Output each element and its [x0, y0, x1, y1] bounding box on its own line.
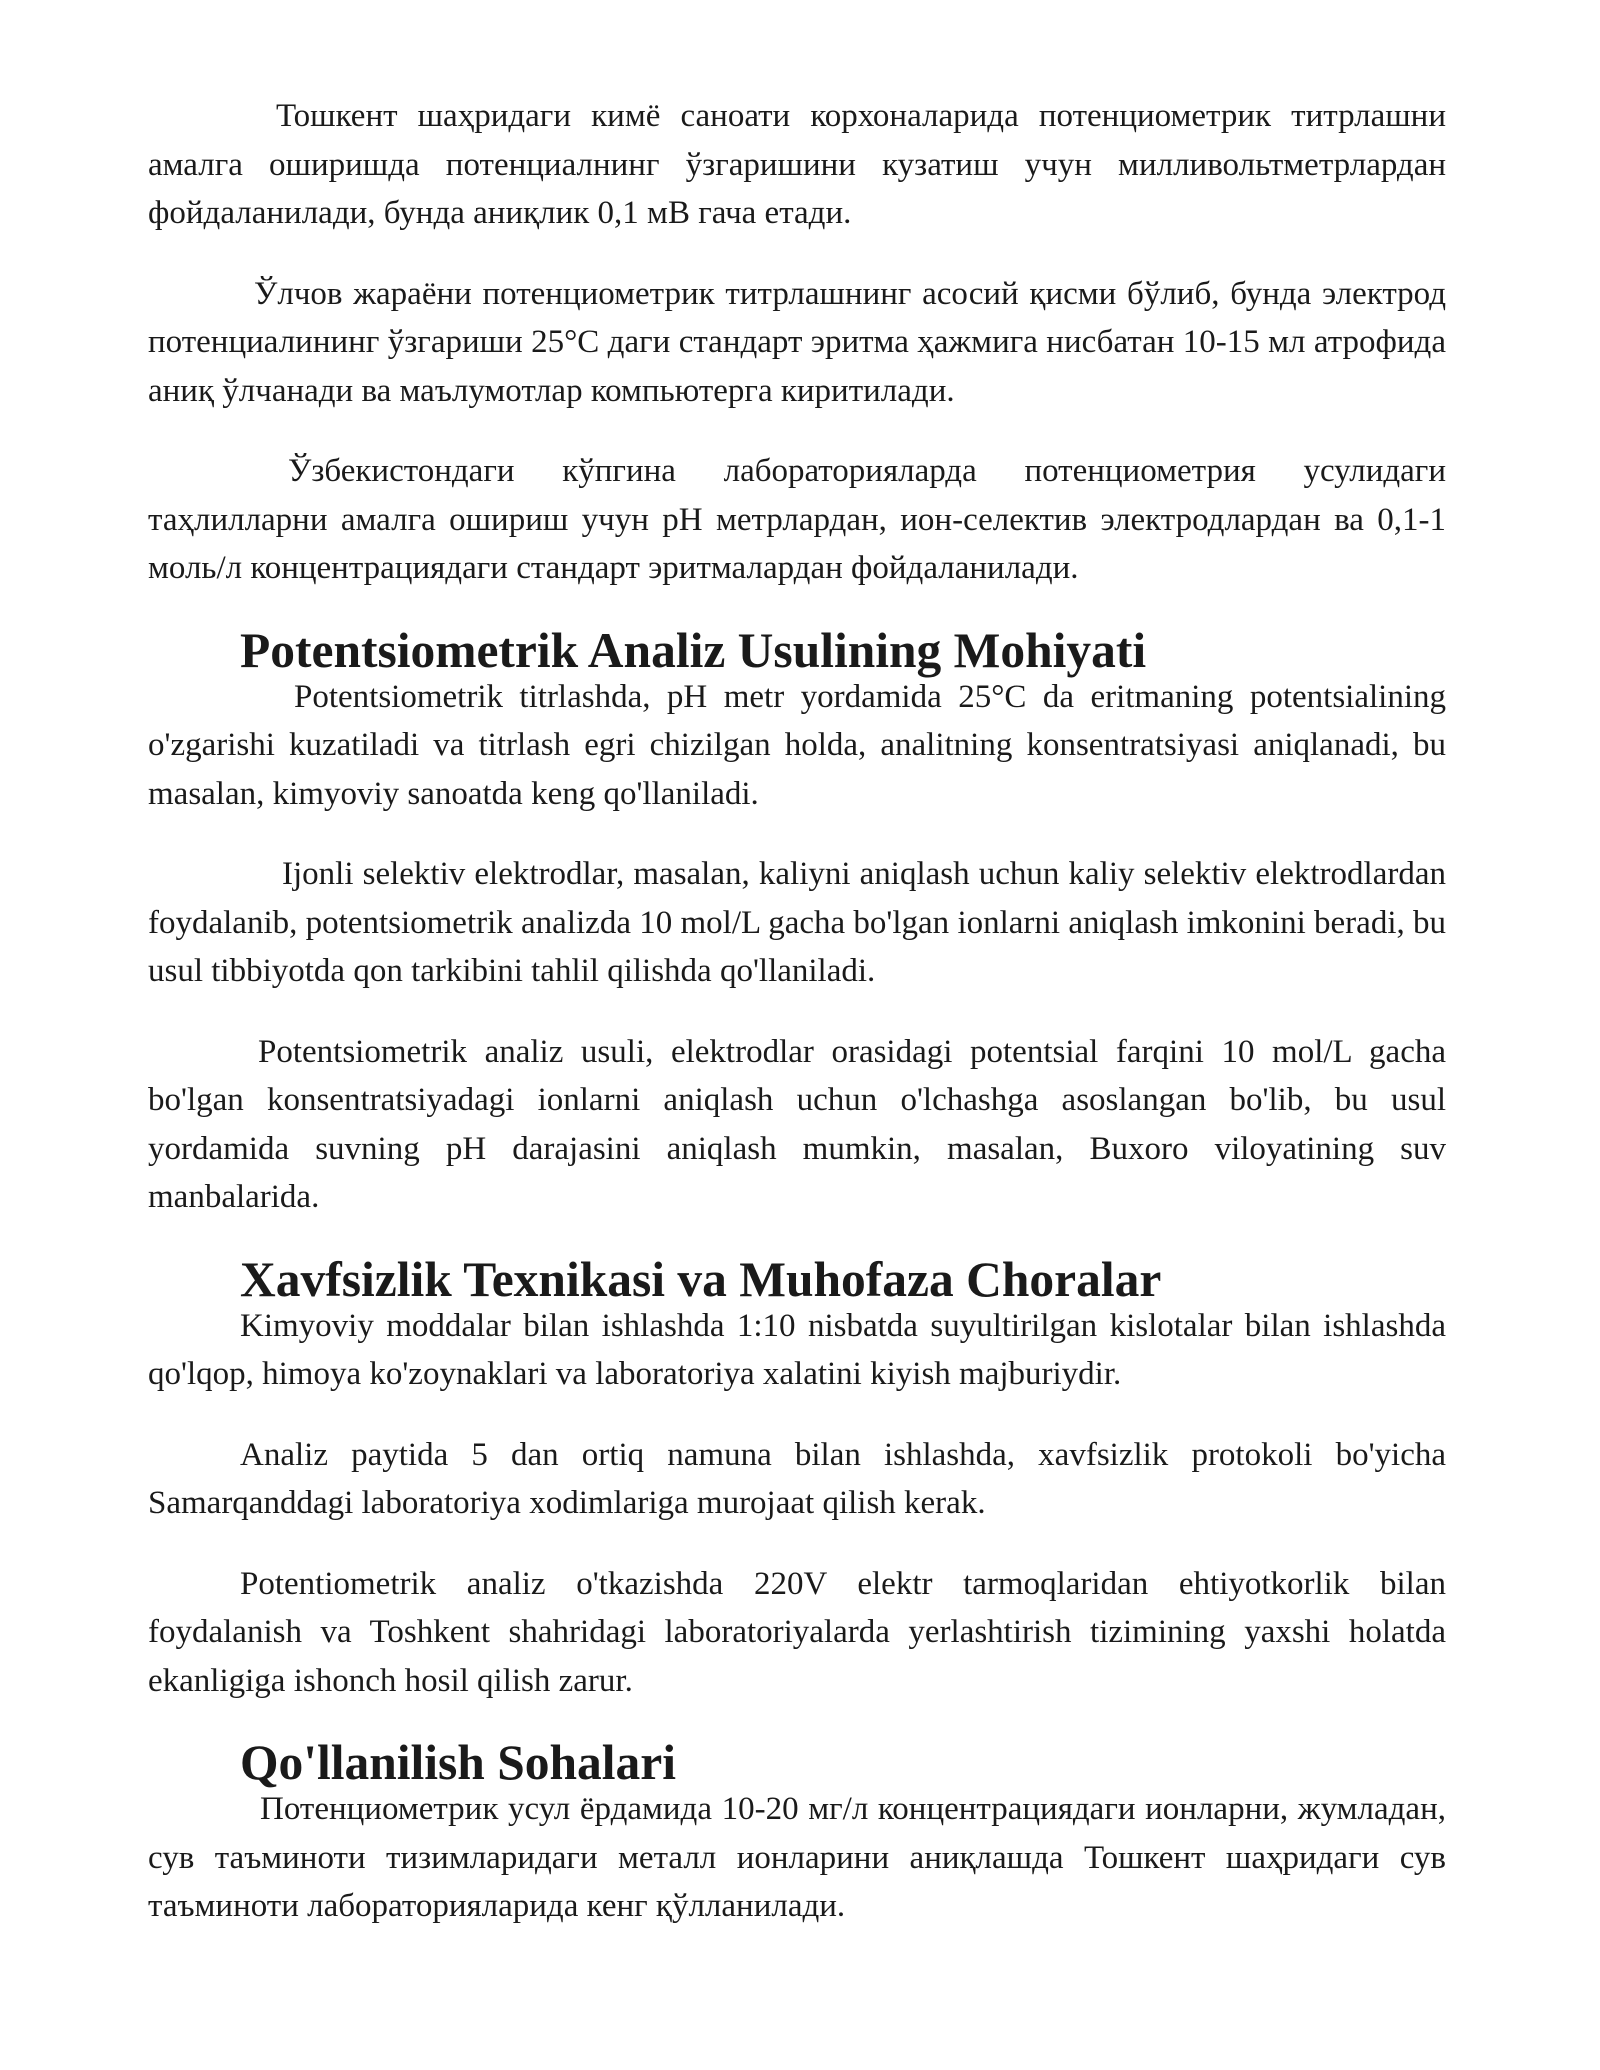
- paragraph: Potentsiometrik titrlashda, pH metr yordamida 25°C da eritmaning potentsialining o'zgarishi kuzatiladi va titrlash egri chizilgan holda, analitning konsentratsiyasi aniqlanadi, bu masalan, kimyoviy sanoatda keng qo'llaniladi.: [148, 678, 1446, 812]
- section-heading: Qo'llanilish Sohalari: [240, 1735, 677, 1790]
- section-mohiyati: [148, 622, 1446, 1222]
- paragraph: Ўлчов жараёни потенциометрик титрлашнинг асосий қисми бўлиб, бунда электрод потенциалининг ўзгариши 25°C даги стандарт эритма ҳажмига нисбатан 10-15 мл атрофида аниқ ўлчанади ва маълумотлар компьютерга киритилади.: [148, 275, 1446, 409]
- section-heading: Xavfsizlik Texnikasi va Muhofaza Choralar: [240, 1251, 1162, 1307]
- paragraph: Ijonli selektiv elektrodlar, masalan, kaliyni aniqlash uchun kaliy selektiv elektrodlardan foydalanib, potentsiometrik analizda 10 mol/L gacha bo'lgan ionlarni aniqlash imkonini beradi, bu usul tibbiyotda qon tarkibini tahlil qilishda qo'llaniladi.: [148, 856, 1446, 989]
- paragraph: Kimyoviy moddalar bilan ishlashda 1:10 nisbatda suyultirilgan kislotalar bilan ishlashda qo'lqop, himoya ko'zoynaklari va laboratoriya xalatini kiyish majburiydir.: [148, 1307, 1446, 1392]
- section-xavfsizlik: [148, 1251, 1446, 1706]
- document-page: [148, 92, 1446, 1931]
- paragraph: Potentsiometrik analiz usuli, elektrodlar orasidagi potentsial farqini 10 mol/L gacha bo'lgan konsentratsiyadagi ionlarni aniqlash uchun o'lchashga asoslangan bo'lib, bu usul yordamida suvning pH darajasini aniqlash mumkin, masalan, Buxoro viloyatining suv manbalarida.: [148, 1033, 1446, 1215]
- paragraph: Analiz paytida 5 dan ortiq namuna bilan ishlashda, xavfsizlik protokoli bo'yicha Samarqanddagi laboratoriya xodimlariga murojaat qilish kerak.: [148, 1436, 1446, 1521]
- section-heading: Potentsiometrik Analiz Usulining Mohiyati: [240, 622, 1147, 678]
- paragraph: Потенциометрик усул ёрдамида 10-20 мг/л концентрациядаги ионларни, жумладан, сув таъминоти тизимларидаги металл ионларини аниқлашда Тошкент шаҳридаги сув таъминоти лабораторияларида кенг қўлланилади.: [148, 1791, 1446, 1924]
- section-sohalari: [148, 1735, 1446, 1931]
- paragraph: Potentiometrik analiz o'tkazishda 220V elektr tarmoqlaridan ehtiyotkorlik bilan foydalanish va Toshkent shahridagi laboratoriyalarda yerlashtirish tizimining yaxshi holatda ekanligiga ishonch hosil qilish zarur.: [148, 1565, 1446, 1699]
- paragraph: Ўзбекистондаги кўпгина лабораторияларда потенциометрия усулидаги таҳлилларни амалга ошириш учун pH метрлардан, ион-селектив электродлардан ва 0,1-1 моль/л концентрациядаги стандарт эритмалардан фойдаланилади.: [148, 453, 1446, 586]
- paragraph: Тошкент шаҳридаги кимё саноати корхоналарида потенциометрик титрлашни амалга оширишда потенциалнинг ўзгаришини кузатиш учун милливольтметрлардан фойдаланилади, бунда аниқлик 0,1 мВ гача етади.: [148, 98, 1446, 231]
